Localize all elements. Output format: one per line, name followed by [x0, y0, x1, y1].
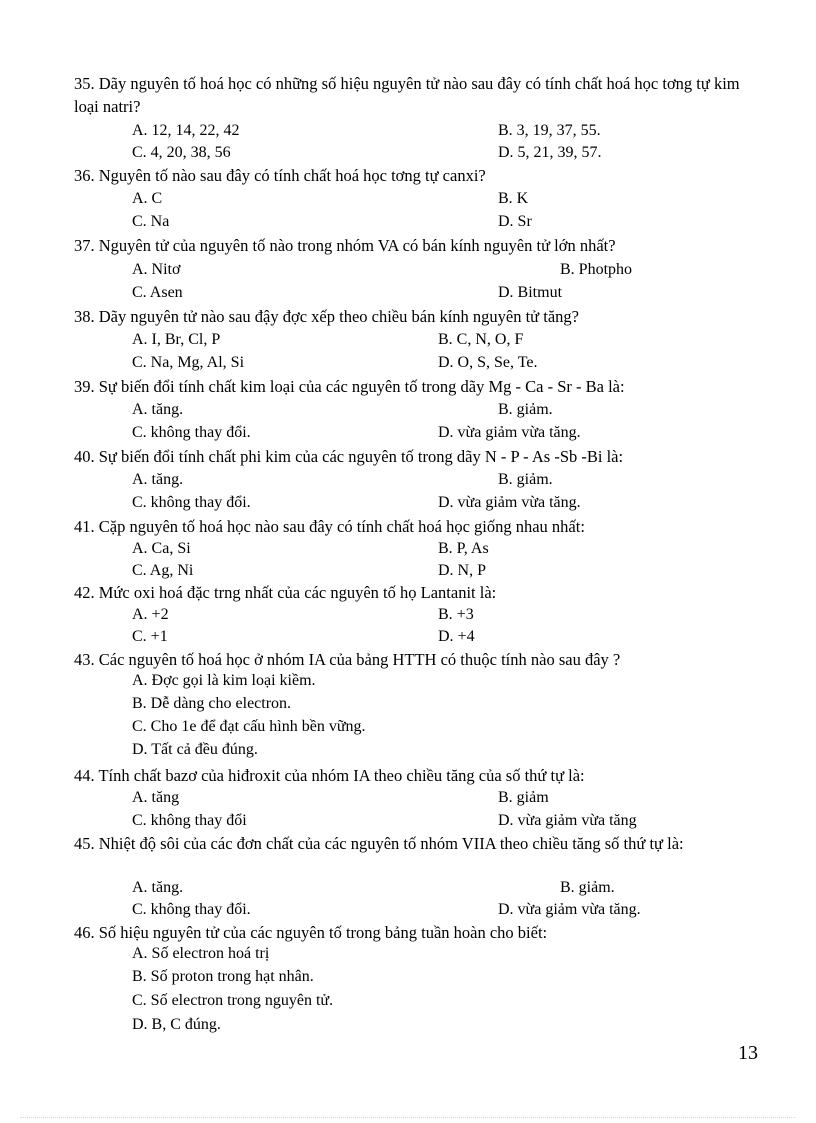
option-44-c: C. không thay đổi	[132, 812, 247, 829]
question-36: 36. Nguyên tố nào sau đây có tính chất hoá học tơng tự canxi?	[74, 166, 486, 185]
option-46-d: D. B, C đúng.	[132, 1016, 221, 1033]
option-46-c: C. Số electron trong nguyên tử.	[132, 992, 334, 1009]
option-38-a: A. I, Br, Cl, P	[132, 331, 221, 348]
option-37-c: C. Asen	[132, 284, 183, 301]
question-44: 44. Tính chất bazơ của hiđroxit của nhóm IA theo chiều tăng của số thứ tự là:	[74, 766, 585, 785]
question-41: 41. Cặp nguyên tố hoá học nào sau đây có tính chất hoá học giống nhau nhất:	[74, 517, 585, 536]
question-42: 42. Mức oxi hoá đặc trng nhất của các nguyên tố họ Lantanit là:	[74, 583, 497, 602]
option-36-c: C. Na	[132, 213, 170, 230]
option-39-a: A. tăng.	[132, 401, 184, 418]
option-38-d: D. O, S, Se, Te.	[438, 354, 538, 371]
option-41-c: C. Ag, Ni	[132, 562, 194, 579]
option-38-c: C. Na, Mg, Al, Si	[132, 354, 245, 371]
question-35: 35. Dãy nguyên tố hoá học có những số hiệu nguyên tử nào sau đây có tính chất hoá học tơng tự kim loại natri?	[74, 74, 740, 116]
option-43-a: A. Đợc gọi là kim loại kiềm.	[132, 672, 316, 689]
option-40-c: C. không thay đổi.	[132, 494, 251, 511]
option-45-a: A. tăng.	[132, 879, 184, 896]
question-38: 38. Dãy nguyên tử nào sau đậy đợc xếp theo chiều bán kính nguyên tử tăng?	[74, 307, 579, 326]
option-39-c: C. không thay đổi.	[132, 424, 251, 441]
option-43-c: C. Cho 1e để đạt cấu hình bền vững.	[132, 718, 366, 735]
option-42-c: C. +1	[132, 628, 168, 645]
option-40-b: B. giảm.	[498, 471, 553, 488]
question-39: 39. Sự biến đổi tính chất kim loại của các nguyên tố trong dãy Mg - Ca - Sr - Ba là:	[74, 377, 625, 396]
option-35-d: D. 5, 21, 39, 57.	[498, 144, 602, 161]
option-39-b: B. giảm.	[498, 401, 553, 418]
option-36-d: D. Sr	[498, 213, 532, 230]
option-45-d: D. vừa giảm vừa tăng.	[498, 901, 641, 918]
option-43-b: B. Dễ dàng cho electron.	[132, 695, 292, 712]
option-37-a: A. Nitơ	[132, 261, 181, 278]
option-35-c: C. 4, 20, 38, 56	[132, 144, 231, 161]
option-46-a: A. Số electron hoá trị	[132, 945, 270, 962]
option-45-b: B. giảm.	[560, 879, 615, 896]
option-41-a: A. Ca, Si	[132, 540, 191, 557]
option-40-a: A. tăng.	[132, 471, 184, 488]
option-38-b: B. C, N, O, F	[438, 331, 524, 348]
option-37-b: B. Photpho	[560, 261, 633, 278]
option-44-a: A. tăng	[132, 789, 180, 806]
option-41-b: B. P, As	[438, 540, 489, 557]
option-44-d: D. vừa giảm vừa tăng	[498, 812, 637, 829]
option-36-b: B. K	[498, 190, 529, 207]
option-39-d: D. vừa giảm vừa tăng.	[438, 424, 581, 441]
question-45: 45. Nhiệt độ sôi của các đơn chất của các nguyên tố nhóm VIIA theo chiều tăng số thứ tự là:	[74, 834, 684, 853]
option-42-a: A. +2	[132, 606, 169, 623]
question-37: 37. Nguyên tử của nguyên tố nào trong nhóm VA có bán kính nguyên tử lớn nhất?	[74, 236, 616, 255]
option-35-a: A. 12, 14, 22, 42	[132, 122, 240, 139]
question-43: 43. Các nguyên tố hoá học ở nhóm IA của bảng HTTH có thuộc tính nào sau đây ?	[74, 650, 621, 669]
option-42-b: B. +3	[438, 606, 474, 623]
option-37-d: D. Bitmut	[498, 284, 563, 301]
option-36-a: A. C	[132, 190, 163, 207]
option-45-c: C. không thay đổi.	[132, 901, 251, 918]
question-40: 40. Sự biến đổi tính chất phi kim của các nguyên tố trong dãy N - P - As -Sb -Bi là:	[74, 447, 624, 466]
option-40-d: D. vừa giảm vừa tăng.	[438, 494, 581, 511]
option-46-b: B. Số proton trong hạt nhân.	[132, 968, 314, 985]
option-41-d: D. N, P	[438, 562, 487, 579]
option-44-b: B. giảm	[498, 789, 549, 806]
option-43-d: D. Tất cả đều đúng.	[132, 741, 258, 758]
question-46: 46. Số hiệu nguyên tử của các nguyên tố trong bảng tuần hoàn cho biết:	[74, 923, 548, 942]
page-number: 13	[738, 1042, 758, 1064]
option-42-d: D. +4	[438, 628, 475, 645]
option-35-b: B. 3, 19, 37, 55.	[498, 122, 601, 139]
bottom-dotted-rule	[20, 1117, 796, 1118]
